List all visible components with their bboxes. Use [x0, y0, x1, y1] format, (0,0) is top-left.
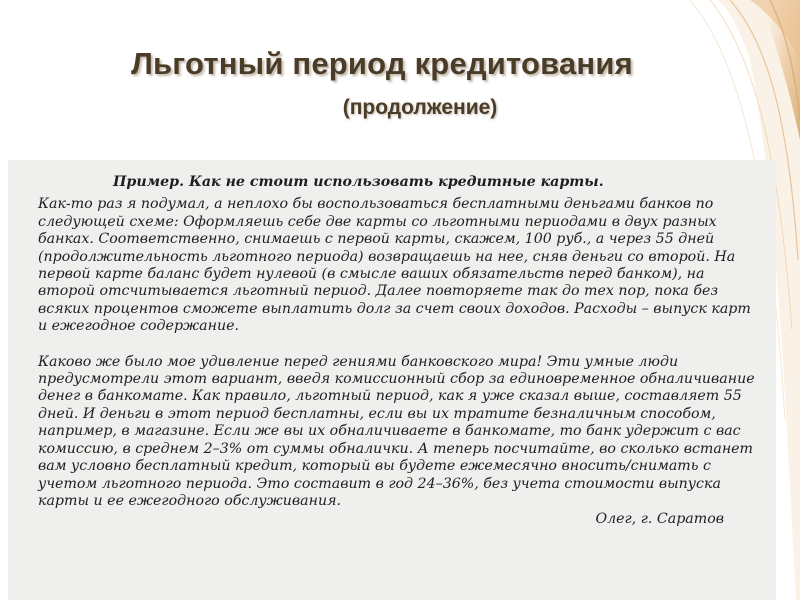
signature: Олег, г. Саратов — [595, 511, 724, 528]
slide-title: Льготный период кредитования — [131, 46, 633, 81]
paragraph-2: Каково же было мое удивление перед гениями банковского мира! Эти умные люди предусмотрели этот вариант, введя комиссионный сбор за единовременное обналичивание денег в банкомате. Как правило, льготный период, как я уже сказал выше, составляет 55 дней. И деньги в этот период бесплатны, если вы их тратите безналичным способом, например, в магазине. Если же вы их обналичиваете в банкомате, то банк удержит с вас комиссию, в среднем 2–3% от суммы обналички. А теперь посчитайте, во сколько встанет вам условно бесплатный кредит, который вы будете ежемесячно вносить/снимать с учетом льготного периода. Это составит в год 24–36%, без учета стоимости выпуска карты и ее ежегодного обслуживания. — [38, 353, 755, 509]
slide-subtitle: (продолжение) — [342, 96, 498, 119]
title-block — [0, 46, 800, 120]
paragraph-1: Как-то раз я подумал, а неплохо бы воспользоваться бесплатными деньгами банков по следующей схеме: Оформляешь себе две карты со льготными периодами в двух разных банках. Соответственно, снимаешь с первой карты, скажем, 100 руб., а через 55 дней (продолжительность льготного периода) возвращаешь на нее, сняв деньги со второй. На первой карте баланс будет нулевой (в смысле ваших обязательств перед банком), на второй отсчитывается льготный период. Далее повторяете так до тех пор, пока без всяких процентов сможете выплатить долг за счет своих доходов. Расходы – выпуск карт и ежегодное содержание. — [38, 196, 751, 335]
content-box — [8, 160, 776, 600]
example-heading: Пример. Как не стоит использовать кредитные карты. — [113, 174, 604, 190]
